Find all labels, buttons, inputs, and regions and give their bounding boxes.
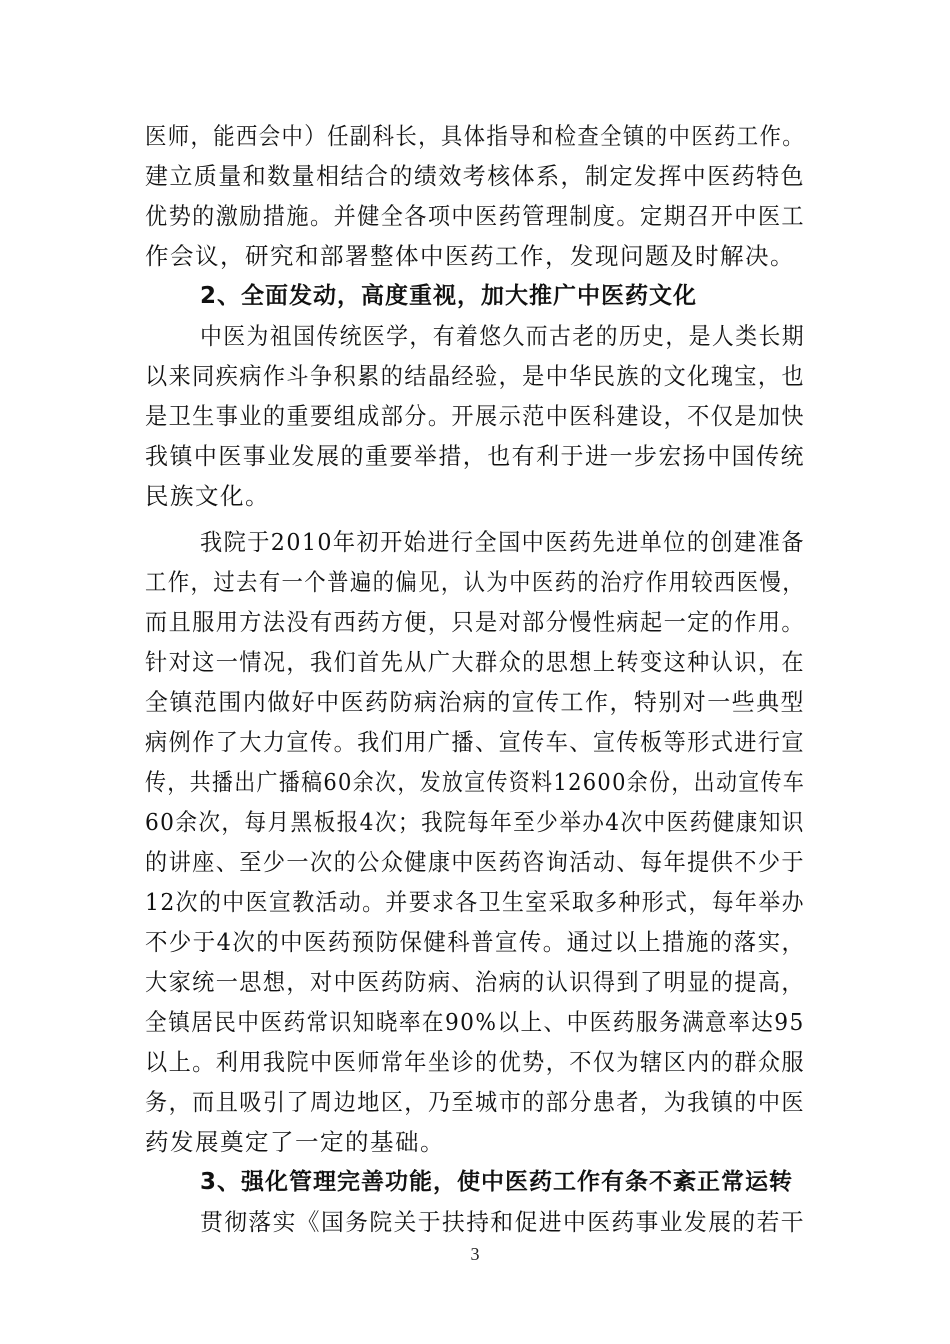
body-text-line: 医师，能西会中）任副科长，具体指导和检查全镇的中医药工作。 bbox=[145, 122, 805, 150]
section-heading: 3、强化管理完善功能，使中医药工作有条不紊正常运转 bbox=[200, 1169, 794, 1195]
body-text-line: 以来同疾病作斗争积累的结晶经验，是中华民族的文化瑰宝，也 bbox=[145, 362, 805, 390]
body-text-line: 我镇中医事业发展的重要举措，也有利于进一步宏扬中国传统 bbox=[145, 442, 805, 470]
body-text-line: 而且服用方法没有西药方便，只是对部分慢性病起一定的作用。 bbox=[145, 608, 805, 636]
body-text-line: 的讲座、至少一次的公众健康中医药咨询活动、每年提供不少于 bbox=[145, 848, 805, 876]
body-text-line: 全镇居民中医药常识知晓率在90%以上、中医药服务满意率达95 bbox=[145, 1008, 805, 1036]
body-text-line: 针对这一情况，我们首先从广大群众的思想上转变这种认识，在 bbox=[145, 648, 805, 676]
body-text-line: 药发展奠定了一定的基础。 bbox=[145, 1128, 445, 1156]
body-text-line: 全镇范围内做好中医药防病治病的宣传工作，特别对一些典型 bbox=[145, 688, 805, 716]
body-text-line: 民族文化。 bbox=[145, 482, 270, 510]
body-text-line: 以上。利用我院中医师常年坐诊的优势，不仅为辖区内的群众服 bbox=[145, 1048, 805, 1076]
body-text-line: 中医为祖国传统医学，有着悠久而古老的历史，是人类长期 bbox=[200, 322, 805, 350]
body-text-line: 我院于2010年初开始进行全国中医药先进单位的创建准备 bbox=[200, 528, 805, 556]
body-text-line: 是卫生事业的重要组成部分。开展示范中医科建设，不仅是加快 bbox=[145, 402, 805, 430]
body-text-line: 建立质量和数量相结合的绩效考核体系，制定发挥中医药特色 bbox=[145, 162, 805, 190]
body-text-line: 作会议，研究和部署整体中医药工作，发现问题及时解决。 bbox=[145, 242, 795, 270]
body-text-line: 大家统一思想，对中医药防病、治病的认识得到了明显的提高， bbox=[145, 968, 805, 996]
body-text-line: 务，而且吸引了周边地区，乃至城市的部分患者，为我镇的中医 bbox=[145, 1088, 805, 1116]
page-number: 3 bbox=[470, 1244, 480, 1264]
body-text-line: 工作，过去有一个普遍的偏见，认为中医药的治疗作用较西医慢， bbox=[145, 568, 805, 596]
body-text-line: 60余次，每月黑板报4次；我院每年至少举办4次中医药健康知识 bbox=[145, 808, 805, 836]
body-text-line: 12次的中医宣教活动。并要求各卫生室采取多种形式，每年举办 bbox=[145, 888, 805, 916]
body-text-line: 病例作了大力宣传。我们用广播、宣传车、宣传板等形式进行宣 bbox=[145, 728, 805, 756]
body-text-line: 传，共播出广播稿60余次，发放宣传资料12600余份，出动宣传车 bbox=[145, 768, 805, 796]
body-text-line: 贯彻落实《国务院关于扶持和促进中医药事业发展的若干 bbox=[200, 1208, 805, 1236]
body-text-line: 优势的激励措施。并健全各项中医药管理制度。定期召开中医工 bbox=[145, 202, 805, 230]
section-heading: 2、全面发动，高度重视，加大推广中医药文化 bbox=[200, 283, 698, 309]
body-text-line: 不少于4次的中医药预防保健科普宣传。通过以上措施的落实， bbox=[145, 928, 805, 956]
